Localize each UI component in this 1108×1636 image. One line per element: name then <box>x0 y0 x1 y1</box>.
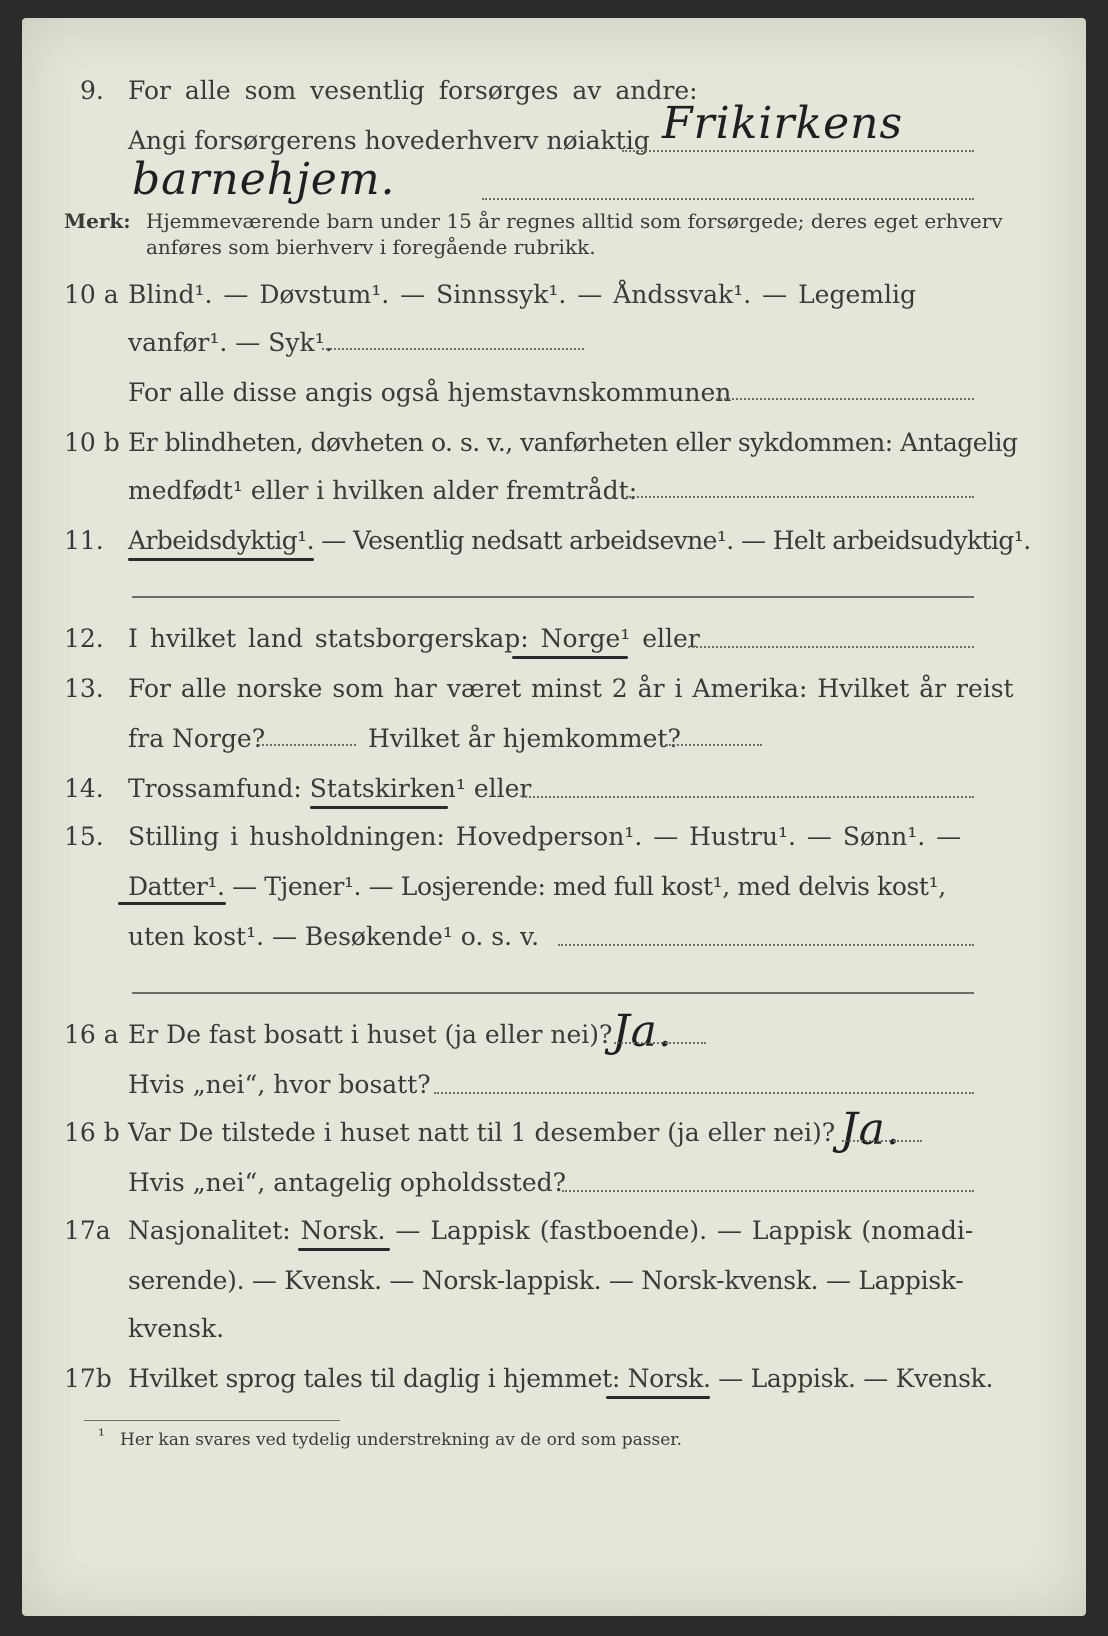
q13-line2b: Hvilket år hjemkommet? <box>368 724 681 753</box>
q10a-number: 10 a <box>64 280 119 309</box>
q10b-number: 10 b <box>64 428 120 457</box>
q10a-line3: For alle disse angis også hjemstavnskommunen <box>128 378 732 407</box>
q11-line1: Arbeidsdyktig¹. — Vesentlig nedsatt arbeidsevne¹. — Helt arbeidsudyktig¹. <box>128 526 1031 555</box>
q11-number: 11. <box>64 526 104 555</box>
q16b-number: 16 b <box>64 1118 120 1147</box>
q15-blank-line <box>132 992 974 994</box>
q10a-line1: Blind¹. — Døvstum¹. — Sinnssyk¹. — Åndssvak¹. — Legemlig <box>128 280 916 309</box>
q16a-line2: Hvis „nei“, hvor bosatt? <box>128 1070 431 1099</box>
q10a-answer-line <box>322 348 584 350</box>
q10b-line2: medfødt¹ eller i hvilken alder fremtrådt: <box>128 476 638 505</box>
q17a-number: 17a <box>64 1216 111 1245</box>
q15-underline-datter <box>118 902 226 905</box>
q9-answer-line1 <box>622 150 974 152</box>
q9-line2: Angi forsørgerens hovederhverv nøiaktig <box>128 126 650 155</box>
q17b-underline-norsk <box>606 1396 710 1399</box>
q10b-answer-line <box>626 496 974 498</box>
q16a-answer-line <box>614 1042 706 1044</box>
q15-number: 15. <box>64 822 104 851</box>
q10a-hjemstavn-line <box>716 398 974 400</box>
q16b-line2: Hvis „nei“, antagelig opholdssted? <box>128 1168 567 1197</box>
q11-blank-line <box>132 596 974 598</box>
q15-answer-line <box>558 944 974 946</box>
footnote-separator <box>84 1420 340 1421</box>
q9-answer-handwritten-1: Frikirkens <box>662 98 904 149</box>
q9-answer-line2 <box>482 198 974 200</box>
q10a-line2: vanfør¹. — Syk¹. <box>128 328 333 357</box>
q14-answer-line <box>522 796 974 798</box>
q12-answer-line <box>688 646 974 648</box>
q17a-line1: Nasjonalitet: Norsk. — Lappisk (fastboende). — Lappisk (nomadi- <box>128 1216 974 1245</box>
q13-hjemkommet-line <box>666 744 762 746</box>
q12-number: 12. <box>64 624 104 653</box>
footnote-mark: ¹ <box>98 1426 105 1446</box>
q16b-opholdssted-line <box>562 1190 974 1192</box>
q17a-underline-norsk <box>298 1248 390 1251</box>
q9-number: 9. <box>80 76 104 105</box>
q15-line2: Datter¹. — Tjener¹. — Losjerende: med full kost¹, med delvis kost¹, <box>128 872 946 901</box>
q16b-answer-handwritten: Ja. <box>840 1104 901 1155</box>
q13-line1: For alle norske som har været minst 2 år i Amerika: Hvilket år reist <box>128 674 1014 703</box>
census-form-page <box>22 18 1086 1616</box>
q17a-line3: kvensk. <box>128 1314 225 1343</box>
q12-line1: I hvilket land statsborgerskap: Norge¹ eller <box>128 624 700 653</box>
q16a-line1: Er De fast bosatt i huset (ja eller nei)? <box>128 1020 613 1049</box>
q16a-answer-handwritten: Ja. <box>612 1006 673 1057</box>
q14-line1: Trossamfund: Statskirken¹ eller <box>128 774 532 803</box>
footnote-text: Her kan svares ved tydelig understrekning av de ord som passer. <box>120 1430 682 1450</box>
q16b-line1: Var De tilstede i huset natt til 1 desember (ja eller nei)? <box>128 1118 836 1147</box>
q12-underline-norge <box>512 656 628 659</box>
q15-line1: Stilling i husholdningen: Hovedperson¹. — Hustru¹. — Sønn¹. — <box>128 822 962 851</box>
q13-number: 13. <box>64 674 104 703</box>
merk-line2: anføres som bierhverv i foregående rubrikk. <box>146 235 596 259</box>
q13-reist-line <box>258 744 356 746</box>
q9-line1: For alle som vesentlig forsørges av andre: <box>128 76 698 105</box>
q13-line2a: fra Norge? <box>128 724 266 753</box>
q14-number: 14. <box>64 774 104 803</box>
q16a-bosatt-line <box>434 1092 974 1094</box>
q9-answer-handwritten-2: barnehjem. <box>132 154 396 205</box>
q15-line3: uten kost¹. — Besøkende¹ o. s. v. <box>128 922 540 951</box>
q17b-number: 17b <box>64 1364 112 1393</box>
q14-underline-statskirken <box>310 806 448 809</box>
q16b-answer-line <box>842 1140 922 1142</box>
merk-label: Merk: <box>64 209 131 233</box>
q11-underline-arbeidsdyktig <box>128 558 314 561</box>
q17b-line1: Hvilket sprog tales til daglig i hjemmet: Norsk. — Lappisk. — Kvensk. <box>128 1364 994 1393</box>
q16a-number: 16 a <box>64 1020 119 1049</box>
q17a-line2: serende). — Kvensk. — Norsk-lappisk. — Norsk-kvensk. — Lappisk- <box>128 1266 964 1295</box>
q10b-line1: Er blindheten, døvheten o. s. v., vanførheten eller sykdommen: Antagelig <box>128 428 1018 457</box>
merk-line1: Hjemmeværende barn under 15 år regnes alltid som forsørgede; deres eget erhverv <box>146 209 1003 233</box>
